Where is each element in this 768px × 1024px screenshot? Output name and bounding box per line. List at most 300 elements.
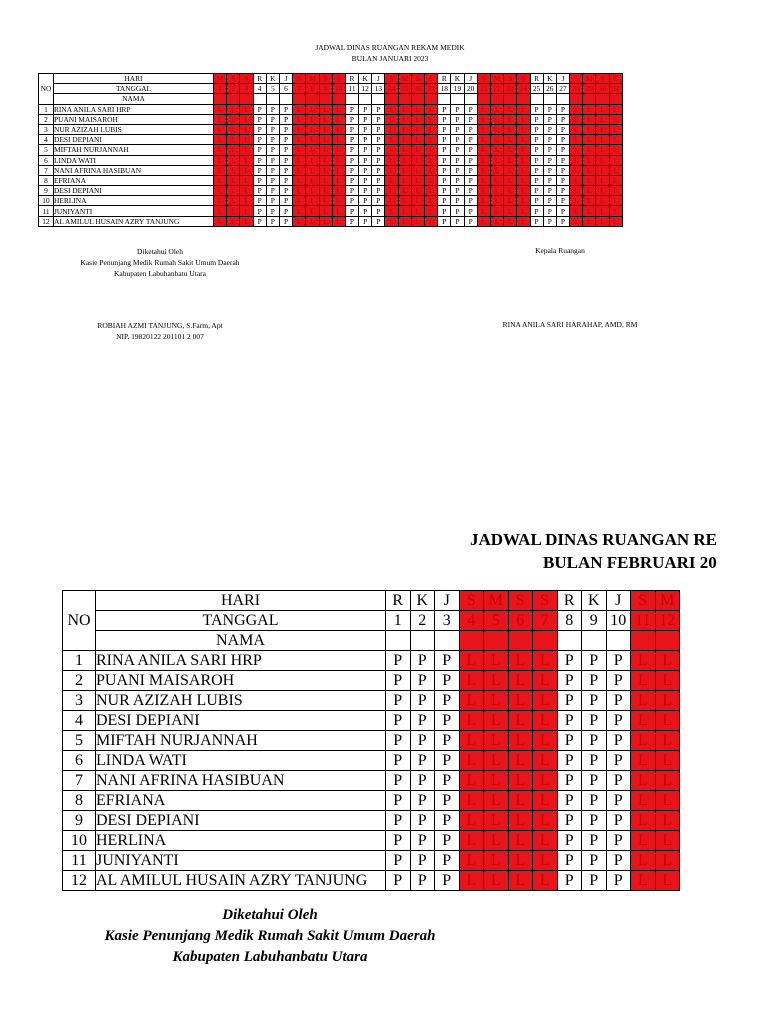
jan-shift-cell: L bbox=[240, 124, 253, 134]
feb-subtitle: BULAN FEBRUARI 20 bbox=[543, 553, 717, 572]
feb-shift-cell: L bbox=[508, 791, 533, 811]
jan-shift-cell: L bbox=[398, 114, 411, 124]
jan-shift-cell: P bbox=[530, 186, 543, 196]
jan-shift-cell: L bbox=[385, 155, 398, 165]
jan-day-14: S bbox=[385, 74, 398, 84]
feb-shift-cell: P bbox=[386, 711, 411, 731]
jan-shift-cell: P bbox=[266, 175, 279, 185]
jan-shift-cell: P bbox=[372, 135, 385, 145]
feb-nama-blank-2 bbox=[410, 631, 435, 651]
feb-shift-cell: L bbox=[655, 731, 680, 751]
jan-staff-row bbox=[39, 175, 623, 185]
jan-shift-cell: L bbox=[504, 206, 517, 216]
jan-shift-cell: L bbox=[411, 206, 424, 216]
jan-day-17: S bbox=[425, 74, 438, 84]
feb-no-header: NO bbox=[63, 591, 96, 651]
feb-staff-name: DESI DEPIANI bbox=[96, 711, 386, 731]
feb-staff-row bbox=[63, 731, 680, 751]
jan-staff-no: 11 bbox=[39, 206, 54, 216]
jan-nama-blank-21 bbox=[477, 94, 490, 104]
jan-shift-cell: L bbox=[332, 124, 345, 134]
jan-shift-cell: L bbox=[570, 104, 583, 114]
jan-day-24: S bbox=[517, 74, 530, 84]
feb-staff-name: NUR AZIZAH LUBIS bbox=[96, 691, 386, 711]
jan-day-1: M bbox=[214, 74, 227, 84]
jan-tanggal-label: TANGGAL bbox=[54, 84, 214, 94]
jan-shift-cell: P bbox=[253, 155, 266, 165]
jan-shift-cell: L bbox=[570, 186, 583, 196]
jan-shift-cell: L bbox=[583, 206, 596, 216]
jan-shift-cell: P bbox=[345, 145, 358, 155]
feb-shift-cell: L bbox=[459, 871, 484, 891]
feb-shift-cell: L bbox=[655, 651, 680, 671]
feb-day-8: R bbox=[557, 591, 582, 611]
feb-staff-row bbox=[63, 851, 680, 871]
jan-day-18: R bbox=[438, 74, 451, 84]
jan-shift-cell: L bbox=[411, 104, 424, 114]
jan-shift-cell: P bbox=[451, 186, 464, 196]
feb-shift-cell: P bbox=[386, 871, 411, 891]
feb-day-11: S bbox=[631, 591, 656, 611]
feb-shift-cell: L bbox=[459, 831, 484, 851]
jan-staff-row bbox=[39, 124, 623, 134]
jan-shift-cell: L bbox=[583, 124, 596, 134]
jan-shift-cell: L bbox=[490, 135, 503, 145]
jan-shift-cell: P bbox=[438, 196, 451, 206]
jan-shift-cell: P bbox=[530, 114, 543, 124]
jan-shift-cell: L bbox=[319, 114, 332, 124]
feb-shift-cell: P bbox=[557, 751, 582, 771]
jan-shift-cell: P bbox=[530, 196, 543, 206]
feb-institution: Kabupaten Labuhanbatu Utara bbox=[172, 949, 368, 965]
jan-day-2: S bbox=[227, 74, 240, 84]
jan-subtitle: BULAN JANUARI 2023 bbox=[351, 54, 429, 63]
feb-shift-cell: P bbox=[557, 691, 582, 711]
feb-shift-cell: L bbox=[533, 751, 558, 771]
jan-shift-cell: L bbox=[609, 104, 622, 114]
feb-shift-cell: L bbox=[631, 831, 656, 851]
feb-shift-cell: L bbox=[484, 731, 509, 751]
jan-shift-cell: L bbox=[504, 124, 517, 134]
jan-shift-cell: L bbox=[570, 124, 583, 134]
jan-shift-cell: P bbox=[464, 135, 477, 145]
feb-shift-cell: L bbox=[508, 731, 533, 751]
jan-shift-cell: L bbox=[504, 196, 517, 206]
feb-shift-cell: L bbox=[508, 831, 533, 851]
feb-shift-cell: P bbox=[410, 731, 435, 751]
jan-shift-cell: L bbox=[385, 216, 398, 226]
jan-shift-cell: L bbox=[425, 165, 438, 175]
jan-shift-cell: L bbox=[306, 206, 319, 216]
jan-date-19: 19 bbox=[451, 84, 464, 94]
jan-shift-cell: L bbox=[596, 114, 609, 124]
jan-shift-cell: L bbox=[609, 196, 622, 206]
feb-shift-cell: L bbox=[631, 771, 656, 791]
jan-shift-cell: L bbox=[596, 135, 609, 145]
feb-day-2: K bbox=[410, 591, 435, 611]
jan-shift-cell: P bbox=[359, 114, 372, 124]
feb-shift-cell: P bbox=[410, 771, 435, 791]
jan-shift-cell: L bbox=[425, 124, 438, 134]
jan-shift-cell: P bbox=[464, 124, 477, 134]
jan-shift-cell: L bbox=[425, 155, 438, 165]
jan-shift-cell: L bbox=[596, 165, 609, 175]
jan-shift-cell: L bbox=[583, 114, 596, 124]
feb-shift-cell: L bbox=[484, 871, 509, 891]
jan-shift-cell: L bbox=[319, 104, 332, 114]
feb-shift-cell: L bbox=[508, 671, 533, 691]
jan-shift-cell: P bbox=[543, 175, 556, 185]
jan-shift-cell: L bbox=[596, 206, 609, 216]
feb-title: JADWAL DINAS RUANGAN RE bbox=[470, 530, 717, 549]
jan-shift-cell: L bbox=[398, 155, 411, 165]
jan-shift-cell: L bbox=[214, 145, 227, 155]
feb-staff-no: 4 bbox=[63, 711, 96, 731]
jan-shift-cell: P bbox=[253, 175, 266, 185]
jan-shift-cell: L bbox=[570, 175, 583, 185]
feb-staff-row bbox=[63, 791, 680, 811]
jan-staff-no: 12 bbox=[39, 216, 54, 226]
feb-shift-cell: L bbox=[508, 811, 533, 831]
feb-staff-no: 7 bbox=[63, 771, 96, 791]
feb-shift-cell: P bbox=[386, 671, 411, 691]
feb-shift-cell: P bbox=[410, 711, 435, 731]
jan-date-6: 6 bbox=[279, 84, 292, 94]
jan-date-22: 22 bbox=[490, 84, 503, 94]
feb-date-7: 7 bbox=[533, 611, 558, 631]
jan-shift-cell: L bbox=[425, 114, 438, 124]
jan-shift-cell: L bbox=[385, 206, 398, 216]
jan-shift-cell: P bbox=[266, 155, 279, 165]
jan-institution: Kabupaten Labuhanbatu Utara bbox=[113, 269, 207, 278]
jan-shift-cell: L bbox=[332, 135, 345, 145]
jan-nama-blank-19 bbox=[451, 94, 464, 104]
feb-shift-cell: L bbox=[533, 691, 558, 711]
jan-shift-cell: P bbox=[464, 155, 477, 165]
feb-nama-blank-5 bbox=[484, 631, 509, 651]
jan-shift-cell: P bbox=[279, 124, 292, 134]
jan-staff-name: HERLINA bbox=[54, 196, 214, 206]
jan-nama-blank-15 bbox=[398, 94, 411, 104]
jan-nama-blank-27 bbox=[556, 94, 569, 104]
jan-date-8: 8 bbox=[306, 84, 319, 94]
jan-nama-blank-7 bbox=[293, 94, 306, 104]
jan-shift-cell: L bbox=[293, 145, 306, 155]
jan-shift-cell: L bbox=[293, 206, 306, 216]
feb-shift-cell: P bbox=[410, 811, 435, 831]
jan-day-11: R bbox=[345, 74, 358, 84]
jan-shift-cell: P bbox=[451, 135, 464, 145]
feb-shift-cell: P bbox=[386, 771, 411, 791]
jan-shift-cell: L bbox=[596, 155, 609, 165]
feb-shift-cell: P bbox=[410, 831, 435, 851]
feb-shift-cell: P bbox=[386, 651, 411, 671]
jan-shift-cell: L bbox=[385, 104, 398, 114]
feb-shift-cell: L bbox=[631, 651, 656, 671]
jan-shift-cell: L bbox=[504, 145, 517, 155]
feb-shift-cell: P bbox=[435, 831, 460, 851]
feb-tanggal-label: TANGGAL bbox=[96, 611, 386, 631]
jan-shift-cell: P bbox=[266, 104, 279, 114]
jan-nama-blank-29 bbox=[583, 94, 596, 104]
feb-shift-cell: L bbox=[508, 851, 533, 871]
jan-shift-cell: L bbox=[411, 165, 424, 175]
jan-shift-cell: P bbox=[266, 216, 279, 226]
feb-shift-cell: P bbox=[606, 651, 631, 671]
feb-shift-cell: L bbox=[484, 831, 509, 851]
jan-shift-cell: L bbox=[240, 196, 253, 206]
feb-shift-cell: P bbox=[435, 751, 460, 771]
jan-shift-cell: L bbox=[306, 114, 319, 124]
jan-shift-cell: P bbox=[438, 216, 451, 226]
feb-shift-cell: L bbox=[459, 651, 484, 671]
feb-shift-cell: P bbox=[386, 811, 411, 831]
jan-date-5: 5 bbox=[266, 84, 279, 94]
jan-shift-cell: L bbox=[411, 155, 424, 165]
jan-shift-cell: L bbox=[425, 216, 438, 226]
jan-shift-cell: L bbox=[385, 145, 398, 155]
jan-staff-name: JUNIYANTI bbox=[54, 206, 214, 216]
jan-shift-cell: L bbox=[214, 124, 227, 134]
jan-nama-blank-12 bbox=[359, 94, 372, 104]
feb-shift-cell: L bbox=[508, 691, 533, 711]
feb-staff-row bbox=[63, 711, 680, 731]
jan-date-20: 20 bbox=[464, 84, 477, 94]
jan-shift-cell: L bbox=[227, 165, 240, 175]
feb-shift-cell: L bbox=[508, 651, 533, 671]
jan-shift-cell: L bbox=[504, 104, 517, 114]
feb-day-6: S bbox=[508, 591, 533, 611]
feb-nama-blank-4 bbox=[459, 631, 484, 651]
jan-shift-cell: P bbox=[464, 216, 477, 226]
jan-shift-cell: L bbox=[570, 206, 583, 216]
jan-shift-cell: P bbox=[451, 114, 464, 124]
jan-staff-no: 4 bbox=[39, 135, 54, 145]
jan-shift-cell: P bbox=[451, 216, 464, 226]
feb-shift-cell: P bbox=[410, 691, 435, 711]
feb-day-3: J bbox=[435, 591, 460, 611]
jan-staff-name: RINA ANILA SARI HRP bbox=[54, 104, 214, 114]
jan-shift-cell: L bbox=[240, 206, 253, 216]
jan-known-by: Diketahui Oleh bbox=[136, 247, 184, 256]
jan-shift-cell: P bbox=[266, 114, 279, 124]
feb-shift-cell: L bbox=[533, 871, 558, 891]
jan-shift-cell: P bbox=[372, 114, 385, 124]
jan-shift-cell: L bbox=[398, 165, 411, 175]
feb-shift-cell: P bbox=[557, 831, 582, 851]
jan-shift-cell: L bbox=[306, 135, 319, 145]
jan-shift-cell: P bbox=[372, 124, 385, 134]
jan-date-7: 7 bbox=[293, 84, 306, 94]
feb-shift-cell: P bbox=[435, 851, 460, 871]
jan-shift-cell: L bbox=[411, 145, 424, 155]
jan-shift-cell: P bbox=[266, 186, 279, 196]
jan-shift-cell: L bbox=[227, 124, 240, 134]
jan-shift-cell: L bbox=[570, 145, 583, 155]
feb-left-signature bbox=[80, 905, 460, 968]
feb-shift-cell: P bbox=[410, 651, 435, 671]
jan-shift-cell: L bbox=[332, 155, 345, 165]
jan-shift-cell: P bbox=[253, 145, 266, 155]
jan-shift-cell: L bbox=[306, 175, 319, 185]
jan-nama-blank-13 bbox=[372, 94, 385, 104]
jan-shift-cell: L bbox=[490, 145, 503, 155]
jan-shift-cell: P bbox=[543, 104, 556, 114]
jan-shift-cell: P bbox=[451, 104, 464, 114]
feb-shift-cell: L bbox=[533, 811, 558, 831]
feb-staff-no: 8 bbox=[63, 791, 96, 811]
jan-shift-cell: L bbox=[398, 206, 411, 216]
jan-shift-cell: P bbox=[464, 175, 477, 185]
jan-shift-cell: P bbox=[464, 196, 477, 206]
jan-shift-cell: L bbox=[306, 216, 319, 226]
feb-shift-cell: L bbox=[484, 851, 509, 871]
jan-shift-cell: P bbox=[359, 186, 372, 196]
jan-shift-cell: P bbox=[359, 124, 372, 134]
feb-shift-cell: P bbox=[582, 671, 607, 691]
feb-staff-name: PUANI MAISAROH bbox=[96, 671, 386, 691]
jan-shift-cell: P bbox=[464, 165, 477, 175]
jan-shift-cell: L bbox=[609, 124, 622, 134]
jan-shift-cell: L bbox=[227, 114, 240, 124]
jan-shift-cell: L bbox=[332, 206, 345, 216]
feb-known-by: Diketahui Oleh bbox=[222, 907, 318, 923]
feb-staff-row bbox=[63, 871, 680, 891]
jan-shift-cell: L bbox=[517, 124, 530, 134]
jan-nama-blank-4 bbox=[253, 94, 266, 104]
jan-staff-no: 6 bbox=[39, 155, 54, 165]
jan-nama-blank-17 bbox=[425, 94, 438, 104]
jan-shift-cell: P bbox=[464, 186, 477, 196]
jan-left-signature bbox=[40, 246, 280, 279]
feb-staff-name: EFRIANA bbox=[96, 791, 386, 811]
jan-shift-cell: P bbox=[253, 104, 266, 114]
feb-day-10: J bbox=[606, 591, 631, 611]
jan-shift-cell: L bbox=[385, 135, 398, 145]
jan-shift-cell: P bbox=[372, 175, 385, 185]
feb-shift-cell: L bbox=[631, 851, 656, 871]
jan-shift-cell: L bbox=[227, 155, 240, 165]
jan-shift-cell: L bbox=[306, 104, 319, 114]
jan-shift-cell: P bbox=[543, 216, 556, 226]
jan-shift-cell: L bbox=[398, 196, 411, 206]
jan-shift-cell: P bbox=[345, 124, 358, 134]
jan-nama-blank-3 bbox=[240, 94, 253, 104]
feb-shift-cell: L bbox=[655, 811, 680, 831]
feb-shift-cell: L bbox=[533, 711, 558, 731]
feb-staff-name: HERLINA bbox=[96, 831, 386, 851]
jan-shift-cell: P bbox=[438, 186, 451, 196]
jan-row-tanggal bbox=[39, 84, 623, 94]
jan-row-nama bbox=[39, 94, 623, 104]
jan-shift-cell: P bbox=[372, 186, 385, 196]
jan-day-12: K bbox=[359, 74, 372, 84]
jan-shift-cell: P bbox=[253, 196, 266, 206]
jan-shift-cell: L bbox=[583, 145, 596, 155]
jan-date-25: 25 bbox=[530, 84, 543, 94]
jan-day-27: J bbox=[556, 74, 569, 84]
jan-shift-cell: P bbox=[451, 165, 464, 175]
jan-day-29: M bbox=[583, 74, 596, 84]
jan-shift-cell: L bbox=[385, 186, 398, 196]
feb-date-4: 4 bbox=[459, 611, 484, 631]
jan-staff-name: LINDA WATI bbox=[54, 155, 214, 165]
jan-shift-cell: P bbox=[359, 145, 372, 155]
jan-shift-cell: L bbox=[214, 175, 227, 185]
jan-shift-cell: L bbox=[504, 165, 517, 175]
jan-date-30: 30 bbox=[596, 84, 609, 94]
jan-shift-cell: P bbox=[543, 165, 556, 175]
jan-shift-cell: L bbox=[477, 124, 490, 134]
jan-shift-cell: L bbox=[477, 196, 490, 206]
feb-day-12: M bbox=[655, 591, 680, 611]
feb-shift-cell: L bbox=[533, 851, 558, 871]
jan-shift-cell: L bbox=[517, 206, 530, 216]
jan-nama-blank-8 bbox=[306, 94, 319, 104]
feb-staff-no: 12 bbox=[63, 871, 96, 891]
jan-nama-blank-10 bbox=[332, 94, 345, 104]
feb-staff-name: RINA ANILA SARI HRP bbox=[96, 651, 386, 671]
jan-staff-no: 10 bbox=[39, 196, 54, 206]
jan-day-15: M bbox=[398, 74, 411, 84]
feb-staff-name: DESI DEPIANI bbox=[96, 811, 386, 831]
feb-shift-cell: L bbox=[655, 751, 680, 771]
feb-shift-cell: L bbox=[655, 711, 680, 731]
jan-shift-cell: P bbox=[279, 206, 292, 216]
feb-shift-cell: P bbox=[557, 771, 582, 791]
jan-shift-cell: L bbox=[583, 175, 596, 185]
jan-day-19: K bbox=[451, 74, 464, 84]
feb-shift-cell: L bbox=[459, 791, 484, 811]
jan-row-hari bbox=[39, 74, 623, 84]
feb-staff-row bbox=[63, 831, 680, 851]
feb-staff-no: 6 bbox=[63, 751, 96, 771]
jan-shift-cell: L bbox=[596, 186, 609, 196]
jan-shift-cell: L bbox=[570, 165, 583, 175]
feb-shift-cell: L bbox=[459, 691, 484, 711]
feb-shift-cell: L bbox=[631, 711, 656, 731]
jan-shift-cell: P bbox=[359, 135, 372, 145]
feb-shift-cell: P bbox=[582, 651, 607, 671]
jan-day-3: S bbox=[240, 74, 253, 84]
jan-staff-name: MIFTAH NURJANNAH bbox=[54, 145, 214, 155]
jan-shift-cell: P bbox=[279, 186, 292, 196]
feb-schedule-table bbox=[62, 590, 680, 891]
jan-shift-cell: P bbox=[372, 165, 385, 175]
jan-day-13: J bbox=[372, 74, 385, 84]
jan-shift-cell: L bbox=[240, 216, 253, 226]
jan-date-15: 15 bbox=[398, 84, 411, 94]
jan-date-17: 17 bbox=[425, 84, 438, 94]
feb-staff-name: AL AMILUL HUSAIN AZRY TANJUNG bbox=[96, 871, 386, 891]
jan-staff-name: PUANI MAISAROH bbox=[54, 114, 214, 124]
jan-shift-cell: L bbox=[398, 145, 411, 155]
jan-shift-cell: L bbox=[227, 104, 240, 114]
jan-shift-cell: P bbox=[530, 175, 543, 185]
feb-row-hari bbox=[63, 591, 680, 611]
feb-shift-cell: L bbox=[459, 811, 484, 831]
feb-staff-no: 5 bbox=[63, 731, 96, 751]
jan-shift-cell: L bbox=[319, 165, 332, 175]
jan-shift-cell: L bbox=[596, 124, 609, 134]
feb-shift-cell: P bbox=[386, 791, 411, 811]
feb-shift-cell: L bbox=[508, 751, 533, 771]
jan-nama-blank-11 bbox=[345, 94, 358, 104]
jan-shift-cell: L bbox=[214, 114, 227, 124]
jan-shift-cell: P bbox=[345, 104, 358, 114]
jan-shift-cell: L bbox=[332, 165, 345, 175]
jan-shift-cell: P bbox=[556, 104, 569, 114]
